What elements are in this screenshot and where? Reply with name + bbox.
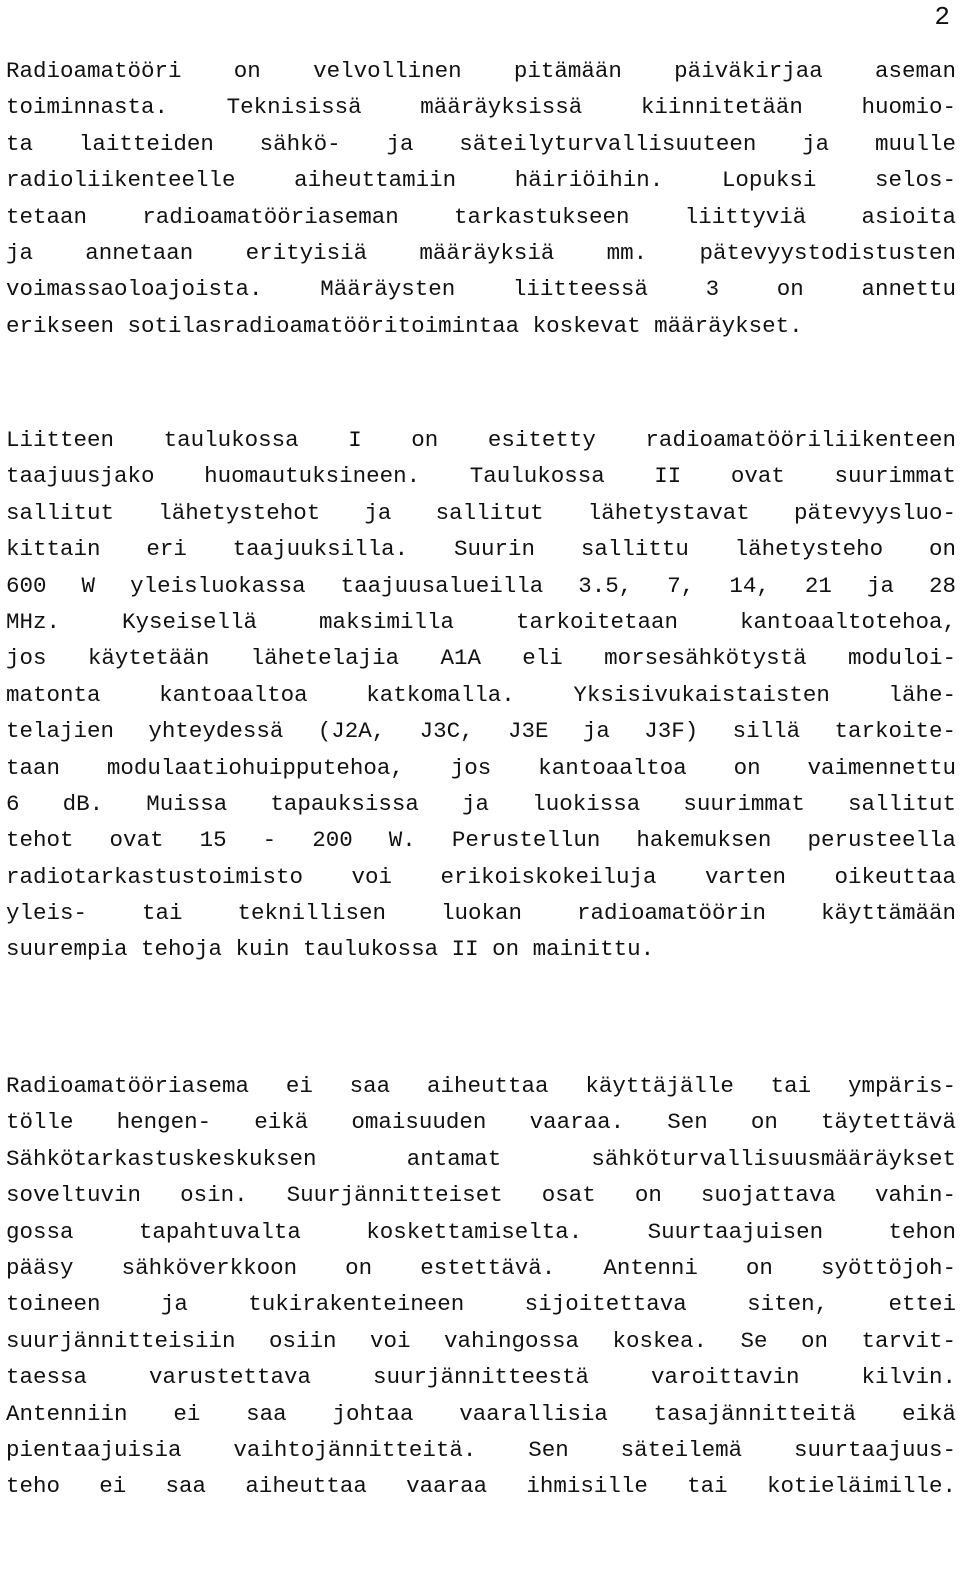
text-line: ja annetaan erityisiä määräyksiä mm. pätevyystodistusten [6, 239, 956, 266]
text-line: taajuusjako huomautuksineen. Taulukossa II ovat suurimmat [6, 463, 956, 490]
text-line: ta laitteiden sähkö- ja säteilyturvallisuuteen ja muulle [6, 130, 956, 157]
text-line: Radioamatööri on velvollinen pitämään päiväkirjaa aseman [6, 58, 956, 84]
text-line: tehot ovat 15 - 200 W. Perustellun hakemuksen perusteella [6, 827, 956, 854]
text-line: erikseen sotilasradioamatööritoimintaa koskevat määräykset. [6, 312, 803, 339]
paragraph-2 [6, 422, 956, 968]
paragraph-3 [6, 1068, 956, 1505]
text-line: soveltuvin osin. Suurjännitteiset osat on suojattava vahin- [6, 1182, 956, 1209]
paragraph-1 [6, 53, 956, 344]
text-line: telajien yhteydessä (J2A, J3C, J3E ja J3F) sillä tarkoite- [6, 718, 956, 745]
text-line: radiotarkastustoimisto voi erikoiskokeiluja varten oikeuttaa [6, 863, 956, 890]
text-line: Antenniin ei saa johtaa vaarallisia tasajännitteitä eikä [6, 1400, 956, 1427]
text-line: suurjännitteisiin osiin voi vahingossa koskea. Se on tarvit- [6, 1327, 956, 1354]
text-line: teho ei saa aiheuttaa vaaraa ihmisille tai kotieläimille. [6, 1473, 956, 1500]
text-line: suurempia tehoja kuin taulukossa II on mainittu. [6, 936, 655, 963]
text-line: 6 dB. Muissa tapauksissa ja luokissa suurimmat sallitut [6, 790, 956, 817]
text-line: taessa varustettava suurjännitteestä varoittavin kilvin. [6, 1364, 956, 1391]
text-line: taan modulaatiohuipputehoa, jos kantoaaltoa on vaimennettu [6, 754, 956, 781]
text-line: jos käytetään lähetelajia A1A eli morsesähkötystä moduloi- [6, 645, 956, 672]
text-line: gossa tapahtuvalta koskettamiselta. Suurtaajuisen tehon [6, 1218, 956, 1245]
text-line: 600 W yleisluokassa taajuusalueilla 3.5, 7, 14, 21 ja 28 [6, 572, 956, 599]
text-line: Sähkötarkastuskeskuksen antamat sähköturvallisuusmääräykset [6, 1145, 956, 1172]
page-number: 2 [934, 2, 950, 32]
text-line: Liitteen taulukossa I on esitetty radioamatööriliikenteen [6, 427, 956, 453]
text-line: pääsy sähköverkkoon on estettävä. Antenni on syöttöjoh- [6, 1254, 956, 1281]
text-line: radioliikenteelle aiheuttamiin häiriöihin. Lopuksi selos- [6, 167, 956, 194]
text-line: MHz. Kyseisellä maksimilla tarkoitetaan kantoaaltotehoa, [6, 608, 956, 635]
text-line: sallitut lähetystehot ja sallitut lähetystavat pätevyysluo- [6, 499, 956, 526]
text-line: pientaajuisia vaihtojännitteitä. Sen säteilemä suurtaajuus- [6, 1436, 956, 1463]
text-line: Radioamatööriasema ei saa aiheuttaa käyttäjälle tai ympäris- [6, 1073, 956, 1099]
text-line: yleis- tai teknillisen luokan radioamatöörin käyttämään [6, 900, 956, 927]
text-line: toineen ja tukirakenteineen sijoitettava siten, ettei [6, 1291, 956, 1318]
text-line: matonta kantoaaltoa katkomalla. Yksisivukaistaisten lähe- [6, 681, 956, 708]
text-line: tölle hengen- eikä omaisuuden vaaraa. Sen on täytettävä [6, 1109, 956, 1136]
text-line: voimassaoloajoista. Määräysten liitteessä 3 on annettu [6, 276, 956, 303]
text-line: kittain eri taajuuksilla. Suurin sallittu lähetysteho on [6, 536, 956, 563]
text-line: tetaan radioamatööriaseman tarkastukseen liittyviä asioita [6, 203, 956, 230]
text-line: toiminnasta. Teknisissä määräyksissä kiinnitetään huomio- [6, 94, 956, 121]
